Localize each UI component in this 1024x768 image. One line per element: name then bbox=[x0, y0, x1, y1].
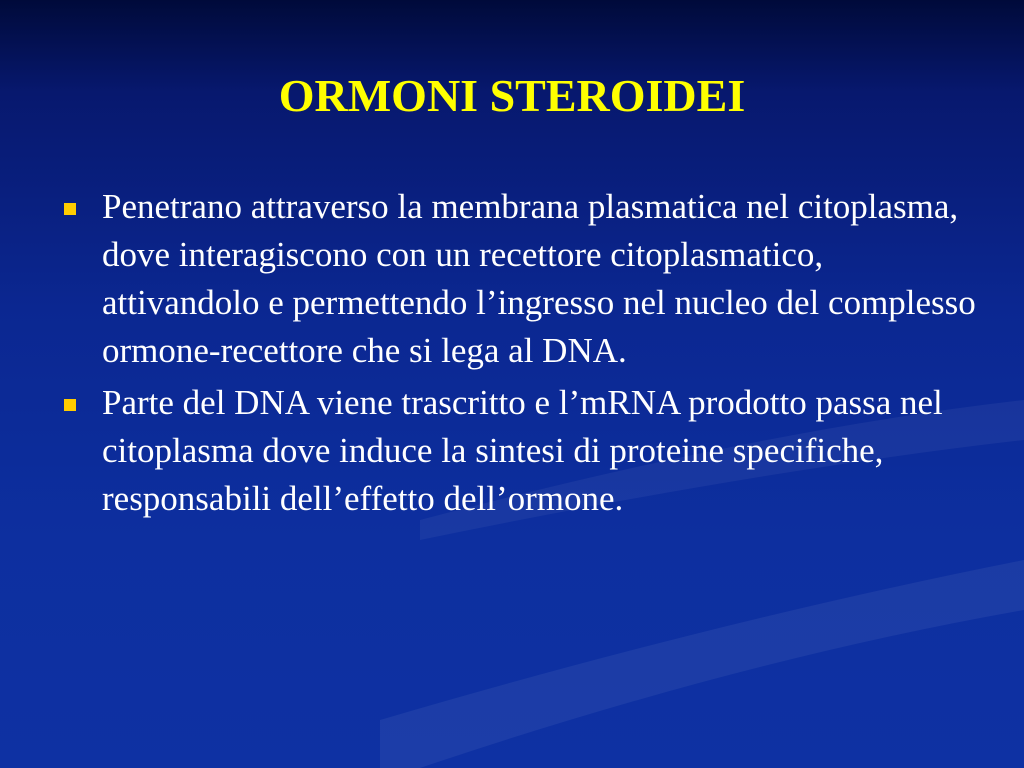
bullet-text: Parte del DNA viene trascritto e l’mRNA prodotto passa nel citoplasma dove induce la sintesi di proteine specifiche, responsabili dell’effetto dell’ormone. bbox=[102, 383, 943, 518]
square-bullet-icon bbox=[64, 399, 76, 411]
bullet-list bbox=[62, 183, 982, 527]
bullet-text: Penetrano attraverso la membrana plasmatica nel citoplasma, dove interagiscono con un recettore citoplasmatico, attivandolo e permettendo l’ingresso nel nucleo del complesso ormone-recettore che si lega al DNA. bbox=[102, 187, 976, 370]
square-bullet-icon bbox=[64, 203, 76, 215]
bullet-item bbox=[62, 379, 982, 523]
slide-title: ORMONI STEROIDEI bbox=[278, 70, 746, 121]
bullet-item bbox=[62, 183, 982, 375]
